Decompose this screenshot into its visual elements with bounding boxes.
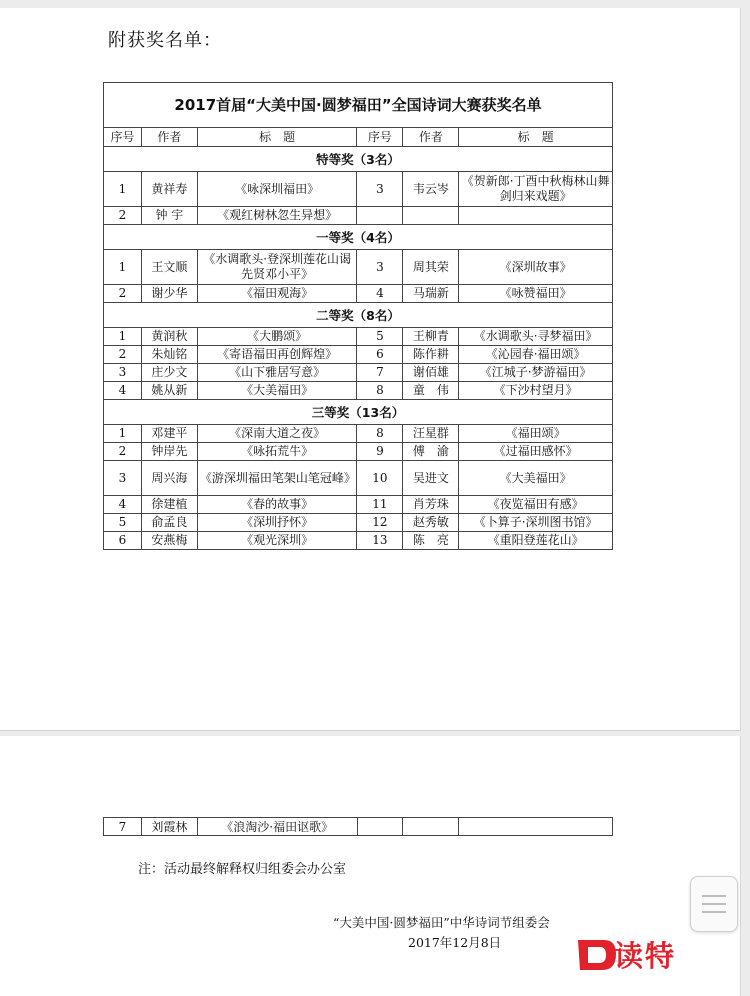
- row-number: 4: [104, 496, 142, 514]
- poem-title: 《咏拓荒牛》: [197, 443, 357, 461]
- poem-title: 《沁园春·福田颂》: [459, 346, 613, 364]
- author-name: 周兴海: [141, 461, 197, 496]
- row-number: 2: [104, 443, 142, 461]
- author-name: 徐建植: [141, 496, 197, 514]
- poem-title: 《贺新郎·丁酉中秋梅林山舞剑归来戏题》: [459, 172, 613, 207]
- poem-title: 《咏赞福田》: [459, 285, 613, 303]
- poem-title: 《观红树林忽生异想》: [197, 207, 357, 225]
- author-name: 吴进文: [403, 461, 459, 496]
- table-row: [104, 382, 613, 400]
- author-name: 庄少文: [141, 364, 197, 382]
- row-number: 7: [104, 818, 142, 836]
- poem-title: 《江城子·梦游福田》: [459, 364, 613, 382]
- continuation-table: [103, 817, 613, 836]
- poem-title: 《深圳抒怀》: [197, 514, 357, 532]
- footnote: 注：活动最终解释权归组委会办公室: [138, 862, 347, 877]
- row-number: 13: [357, 532, 403, 550]
- poem-title: 《夜览福田有感》: [459, 496, 613, 514]
- row-number: 1: [104, 250, 142, 285]
- author-name: 黄润秋: [141, 328, 197, 346]
- poem-title: 《深圳故事》: [459, 250, 613, 285]
- author-name: 陈 亮: [403, 532, 459, 550]
- row-number: 8: [357, 382, 403, 400]
- row-number: [357, 818, 403, 836]
- author-name: 童 伟: [403, 382, 459, 400]
- table-row: [104, 250, 613, 285]
- author-name: 钟 宇: [141, 207, 197, 225]
- author-name: 谢少华: [141, 285, 197, 303]
- table-row: [104, 328, 613, 346]
- author-name: 马瑞新: [403, 285, 459, 303]
- author-name: 傅 渝: [403, 443, 459, 461]
- organizer-signature: “大美中国·圆梦福田”中华诗词节组委会: [333, 915, 550, 930]
- author-name: 安燕梅: [141, 532, 197, 550]
- row-number: 5: [104, 514, 142, 532]
- author-name: 王柳青: [403, 328, 459, 346]
- row-number: 1: [104, 425, 142, 443]
- row-number: 2: [104, 346, 142, 364]
- row-number: 5: [357, 328, 403, 346]
- poem-title: 《咏深圳福田》: [197, 172, 357, 207]
- author-name: 刘霞林: [141, 818, 197, 836]
- column-header: 序号: [357, 128, 403, 147]
- column-header: 作者: [403, 128, 459, 147]
- poem-title: 《山下雅居写意》: [197, 364, 357, 382]
- table-row: [104, 346, 613, 364]
- author-name: [403, 818, 459, 836]
- poem-title: 《深南大道之夜》: [197, 425, 357, 443]
- poem-title: 《浪淘沙·福田讴歌》: [197, 818, 357, 836]
- poem-title: 《福田颂》: [459, 425, 613, 443]
- column-header: 标 题: [197, 128, 357, 147]
- author-name: 邓建平: [141, 425, 197, 443]
- poem-title: 《福田观海》: [197, 285, 357, 303]
- poem-title: 《水调歌头·登深圳莲花山谒先贤邓小平》: [197, 250, 357, 285]
- award-category: 特等奖（3名）: [104, 147, 613, 172]
- table-row: [104, 207, 613, 225]
- table-row: [104, 496, 613, 514]
- poem-title: 《寄语福田再创辉煌》: [197, 346, 357, 364]
- row-number: 3: [104, 364, 142, 382]
- row-number: 4: [104, 382, 142, 400]
- author-name: 王文顺: [141, 250, 197, 285]
- poem-title: [459, 207, 613, 225]
- row-number: 3: [357, 250, 403, 285]
- author-name: 汪星群: [403, 425, 459, 443]
- poem-title: 《游深圳福田笔架山笔冠峰》: [197, 461, 357, 496]
- row-number: 4: [357, 285, 403, 303]
- row-number: 2: [104, 285, 142, 303]
- row-number: 6: [104, 532, 142, 550]
- row-number: 1: [104, 328, 142, 346]
- author-name: 谢佰雄: [403, 364, 459, 382]
- author-name: [403, 207, 459, 225]
- award-category: 三等奖（13名）: [104, 400, 613, 425]
- poem-title: 《大美福田》: [197, 382, 357, 400]
- table-title: 2017首届“大美中国·圆梦福田”全国诗词大赛获奖名单: [104, 83, 613, 128]
- row-number: 12: [357, 514, 403, 532]
- table-row: [104, 172, 613, 207]
- award-table: [103, 82, 613, 550]
- poem-title: 《春的故事》: [197, 496, 357, 514]
- row-number: 11: [357, 496, 403, 514]
- poem-title: 《下沙村望月》: [459, 382, 613, 400]
- author-name: 赵秀敏: [403, 514, 459, 532]
- row-number: 6: [357, 346, 403, 364]
- poem-title: 《观光深圳》: [197, 532, 357, 550]
- award-category: 二等奖（8名）: [104, 303, 613, 328]
- poem-title: [459, 818, 613, 836]
- table-row: [104, 818, 613, 836]
- author-name: 黄祥寿: [141, 172, 197, 207]
- row-number: 3: [104, 461, 142, 496]
- author-name: 钟岸先: [141, 443, 197, 461]
- issue-date: 2017年12月8日: [408, 935, 502, 950]
- award-category: 一等奖（4名）: [104, 225, 613, 250]
- hamburger-menu-icon[interactable]: [690, 876, 738, 932]
- row-number: 2: [104, 207, 142, 225]
- author-name: 韦云岑: [403, 172, 459, 207]
- author-name: 陈作耕: [403, 346, 459, 364]
- table-row: [104, 364, 613, 382]
- row-number: 9: [357, 443, 403, 461]
- author-name: 俞孟良: [141, 514, 197, 532]
- poem-title: 《卜算子·深圳图书馆》: [459, 514, 613, 532]
- poem-title: 《大鹏颂》: [197, 328, 357, 346]
- column-header: 标 题: [459, 128, 613, 147]
- table-row: [104, 514, 613, 532]
- row-number: 7: [357, 364, 403, 382]
- poem-title: 《水调歌头·寻梦福田》: [459, 328, 613, 346]
- poem-title: 《过福田感怀》: [459, 443, 613, 461]
- row-number: 3: [357, 172, 403, 207]
- author-name: 朱灿铭: [141, 346, 197, 364]
- column-header: 序号: [104, 128, 142, 147]
- watermark-text: 读特: [614, 939, 677, 973]
- table-row: [104, 425, 613, 443]
- author-name: 周其荣: [403, 250, 459, 285]
- row-number: 1: [104, 172, 142, 207]
- table-row: [104, 285, 613, 303]
- row-number: [357, 207, 403, 225]
- column-header: 作者: [141, 128, 197, 147]
- author-name: 肖芳珠: [403, 496, 459, 514]
- author-name: 姚从新: [141, 382, 197, 400]
- poem-title: 《大美福田》: [459, 461, 613, 496]
- attachment-label: 附获奖名单：: [108, 30, 222, 51]
- table-row: [104, 461, 613, 496]
- row-number: 10: [357, 461, 403, 496]
- table-row: [104, 443, 613, 461]
- row-number: 8: [357, 425, 403, 443]
- table-header-row: [104, 128, 613, 147]
- poem-title: 《重阳登莲花山》: [459, 532, 613, 550]
- table-row: [104, 532, 613, 550]
